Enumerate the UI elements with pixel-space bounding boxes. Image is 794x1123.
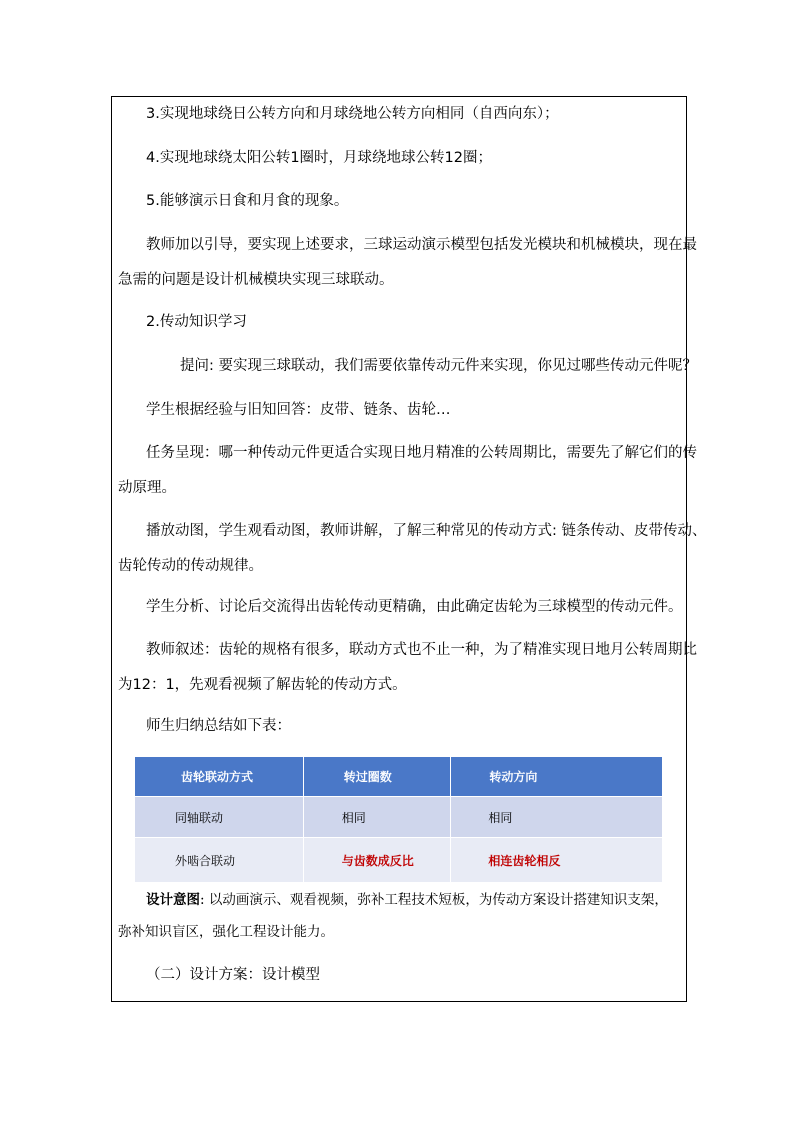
requirement-5: 5.能够演示日食和月食的现象。 bbox=[146, 193, 349, 209]
table-header-cell: 齿轮联动方式 bbox=[135, 757, 304, 797]
paragraph-line: 急需的问题是设计机械模块实现三球联动。 bbox=[118, 272, 394, 288]
student-answer-line: 学生根据经验与旧知回答：皮带、链条、齿轮… bbox=[146, 402, 451, 418]
requirement-3: 3.实现地球绕日公转方向和月球绕地公转方向相同（自西向东）； bbox=[146, 106, 559, 122]
animation-paragraph bbox=[118, 514, 707, 584]
table-cell-highlight: 与齿数成反比 bbox=[303, 838, 451, 883]
analysis-line: 学生分析、讨论后交流得出齿轮传动更精确，由此确定齿轮为三球模型的传动元件。 bbox=[146, 599, 683, 615]
paragraph-line: 动原理。 bbox=[118, 480, 176, 496]
gear-linkage-table bbox=[134, 756, 663, 883]
table-header-cell: 转过圈数 bbox=[303, 757, 451, 797]
design-intent-label: 设计意图 bbox=[146, 892, 200, 908]
paragraph-line: 任务呈现：哪一种传动元件更适合实现日地月精准的公转周期比，需要先了解它们的传 bbox=[146, 445, 697, 461]
table-cell: 同轴联动 bbox=[135, 797, 304, 838]
paragraph-line: 教师叙述：齿轮的规格有很多，联动方式也不止一种，为了精准实现日地月公转周期比 bbox=[146, 642, 697, 658]
teacher-guidance-paragraph bbox=[118, 228, 697, 298]
paragraph-line: 播放动图，学生观看动图，教师讲解，了解三种常见的传动方式: 链条传动、皮带传动、 bbox=[146, 523, 707, 539]
paragraph-line: 为12：1，先观看视频了解齿轮的传动方式。 bbox=[118, 677, 407, 693]
requirement-4: 4.实现地球绕太阳公转1圈时，月球绕地球公转12圈； bbox=[146, 150, 493, 166]
narration-paragraph bbox=[118, 633, 697, 703]
table-cell: 外啮合联动 bbox=[135, 838, 304, 883]
table-row bbox=[135, 838, 663, 883]
paragraph-line: 教师加以引导，要实现上述要求，三球运动演示模型包括发光模块和机械模块，现在最 bbox=[146, 237, 697, 253]
task-paragraph bbox=[118, 436, 697, 506]
summary-intro-line: 师生归纳总结如下表： bbox=[146, 718, 291, 734]
design-intent-paragraph bbox=[118, 884, 684, 948]
table-header-cell: 转动方向 bbox=[451, 757, 663, 797]
design-intent-text: : 以动画演示、观看视频，弥补工程技术短板，为传动方案设计搭建知识支架， bbox=[200, 892, 668, 908]
table-row bbox=[135, 797, 663, 838]
paragraph-line: 齿轮传动的传动规律。 bbox=[118, 558, 263, 574]
table-cell: 相同 bbox=[451, 797, 663, 838]
section-heading-transmission: 2.传动知识学习 bbox=[146, 314, 247, 330]
design-intent-text: 弥补知识盲区，强化工程设计能力。 bbox=[118, 924, 334, 940]
question-line: 提问: 要实现三球联动，我们需要依靠传动元件来实现，你见过哪些传动元件呢？ bbox=[180, 358, 697, 374]
table-header-row bbox=[135, 757, 663, 797]
section-heading-design-plan: （二）设计方案：设计模型 bbox=[146, 967, 320, 983]
table-cell: 相同 bbox=[303, 797, 451, 838]
table-cell-highlight: 相连齿轮相反 bbox=[451, 838, 663, 883]
